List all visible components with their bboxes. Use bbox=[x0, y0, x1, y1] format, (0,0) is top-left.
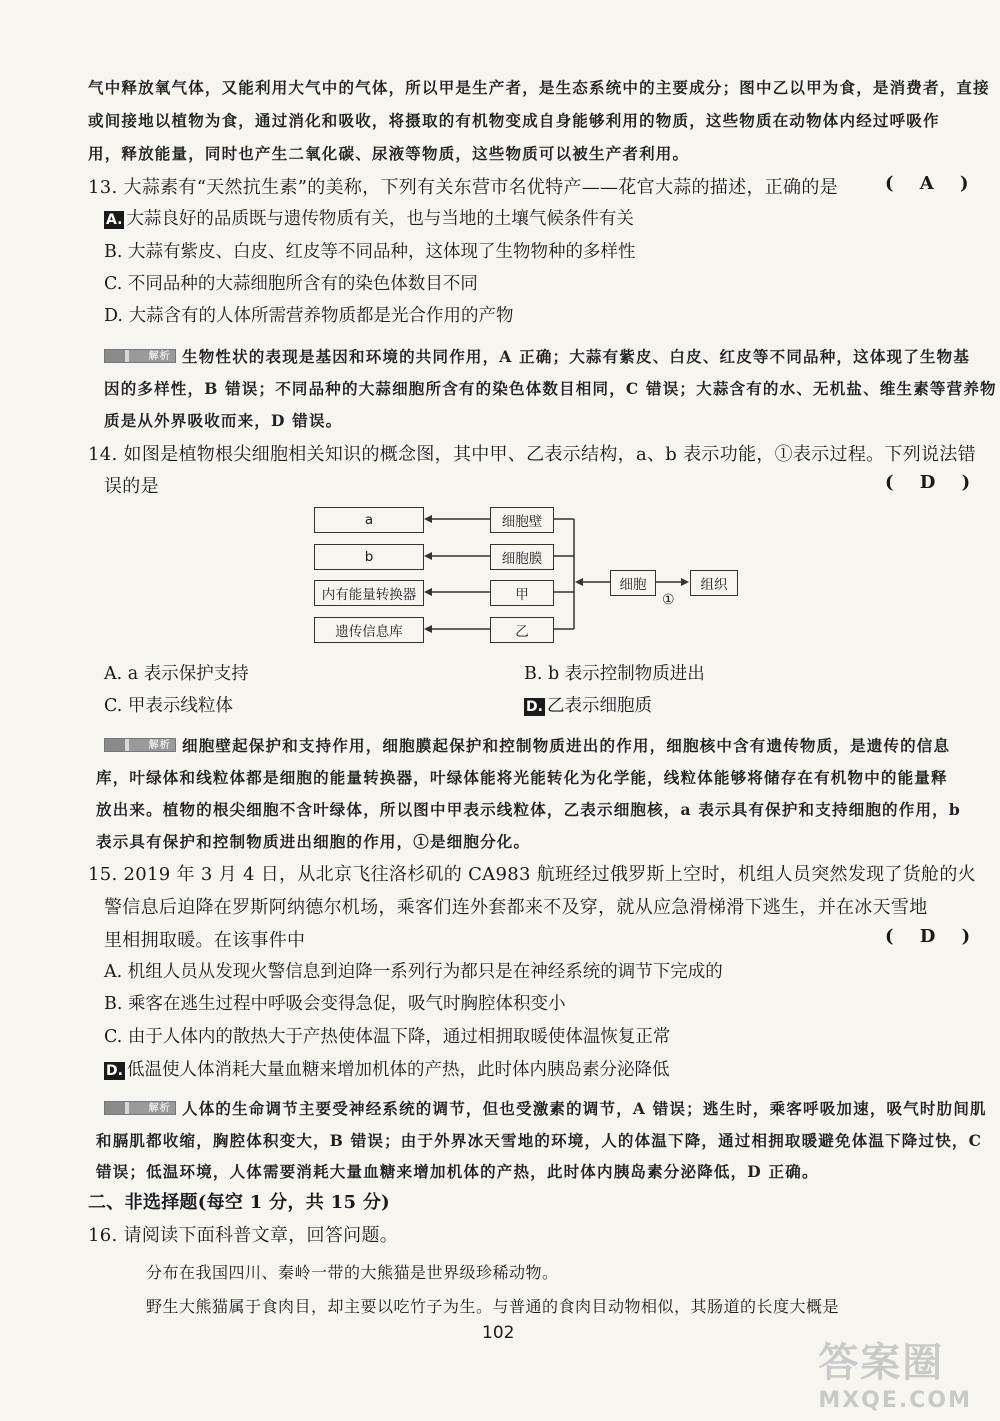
explanation-text: 人体的生命调节主要受神经系统的调节，但也受激素的调节，A 错误；逃生时，乘客呼吸加速，吸气时肋间肌 bbox=[182, 1099, 987, 1118]
article-paragraph: 分布在我国四川、秦岭一带的大熊猫是世界级珍稀动物。 bbox=[146, 1263, 559, 1282]
question-15-answer: ( D ) bbox=[885, 926, 981, 947]
option-text: 机组人员从发现火警信息到迫降一系列行为都只是在神经系统的调节下完成的 bbox=[127, 962, 723, 982]
question-14-option-d bbox=[524, 692, 652, 717]
option-letter: B. bbox=[524, 664, 543, 684]
explanation-line: 或间接地以植物为食，通过消化和吸收，将摄取的有机物变成自身能够利用的物质，这些物质在动物体内经过呼吸作 bbox=[88, 111, 940, 130]
explanation-text: 生物性状的表现是基因和环境的共同作用，A 正确；大蒜有紫皮、白皮、红皮等不同品种，这体现了生物基 bbox=[182, 347, 971, 366]
option-letter: A. bbox=[104, 664, 123, 684]
question-15-stem-2: 警信息后迫降在罗斯阿纳德尔机场，乘客们连外套都来不及穿，就从应急滑梯滑下逃生，并在冰天雪地 bbox=[104, 897, 928, 918]
diagram-box-cell: 细胞 bbox=[610, 570, 656, 596]
option-letter: B. bbox=[104, 994, 123, 1014]
diagram-box-jia: 甲 bbox=[490, 580, 554, 606]
explanation-line: 用，释放能量，同时也产生二氧化碳、尿液等物质，这些物质可以被生产者利用。 bbox=[88, 144, 690, 163]
explanation-line: 和膈肌都收缩，胸腔体积变大，B 错误；由于外界冰天雪地的环境，人的体温下降，通过相拥取暖避免体温下降过快，C bbox=[96, 1131, 983, 1150]
option-text: 乙表示细胞质 bbox=[546, 696, 652, 716]
explanation-line: 错误；低温环境，人体需要消耗大量血糖来增加机体的产热，此时体内胰岛素分泌降低，D 正确。 bbox=[96, 1162, 819, 1181]
question-15-option-a bbox=[104, 958, 723, 983]
section-heading: 二、非选择题(每空 1 分，共 15 分) bbox=[88, 1192, 390, 1213]
answer-mark: D. bbox=[106, 1063, 123, 1079]
question-15-stem: 15. 2019 年 3 月 4 日，从北京飞往洛杉矶的 CA983 航班经过俄罗斯上空时，机组人员突然发现了货舱的火 bbox=[88, 864, 976, 885]
analysis-tag-icon: 解析 bbox=[104, 738, 176, 752]
option-text: 乘客在逃生过程中呼吸会变得急促，吸气时胸腔体积变小 bbox=[128, 994, 566, 1014]
option-letter: C. bbox=[104, 696, 123, 716]
question-15-option-d bbox=[104, 1056, 669, 1081]
diagram-box-yi: 乙 bbox=[490, 617, 554, 643]
option-text: a 表示保护支持 bbox=[127, 664, 249, 684]
diagram-box-cell-membrane: 细胞膜 bbox=[490, 544, 554, 570]
question-14-answer: ( D ) bbox=[885, 472, 981, 493]
diagram-process-label: ① bbox=[662, 592, 675, 608]
answer-mark: D. bbox=[526, 699, 543, 715]
option-letter: C. bbox=[104, 274, 123, 294]
option-letter: C. bbox=[104, 1027, 123, 1047]
watermark-logo bbox=[818, 1331, 972, 1413]
option-text: 大蒜良好的品质既与遗传物质有关，也与当地的土壤气候条件有关 bbox=[126, 209, 634, 229]
option-letter: B. bbox=[104, 242, 123, 262]
question-14-stem-2: 误的是 bbox=[104, 476, 159, 497]
question-14-option-a bbox=[104, 660, 249, 685]
question-16-stem: 16. 请阅读下面科普文章，回答问题。 bbox=[88, 1225, 399, 1246]
explanation-line: 质是从外界吸收而来，D 错误。 bbox=[104, 411, 343, 430]
question-15-option-c bbox=[104, 1023, 670, 1048]
option-text: 大蒜含有的人体所需营养物质都是光合作用的产物 bbox=[128, 306, 514, 326]
diagram-box-tissue: 组织 bbox=[690, 570, 738, 596]
question-14-option-c bbox=[104, 692, 233, 717]
explanation-line: 因的多样性，B 错误；不同品种的大蒜细胞所含有的染色体数目相同，C 错误；大蒜含有的水、无机盐、维生素等营养物 bbox=[104, 379, 997, 398]
question-14-option-b bbox=[524, 660, 705, 685]
analysis-tag-icon: 解析 bbox=[104, 1101, 176, 1115]
diagram-box-energy-converter: 内有能量转换器 bbox=[314, 580, 424, 606]
question-13-stem: 13. 大蒜素有“天然抗生素”的美称，下列有关东营市名优特产——花官大蒜的描述，正确的是 bbox=[88, 177, 838, 198]
option-text: 大蒜有紫皮、白皮、红皮等不同品种，这体现了生物物种的多样性 bbox=[128, 242, 636, 262]
option-text: 甲表示线粒体 bbox=[127, 696, 233, 716]
explanation-text: 细胞壁起保护和支持作用，细胞膜起保护和控制物质进出的作用，细胞核中含有遗传物质，是遗传的信息 bbox=[182, 736, 951, 755]
option-letter: A. bbox=[104, 962, 123, 982]
watermark-logo-text: 答案圈 bbox=[818, 1340, 945, 1386]
answer-mark: A. bbox=[106, 212, 123, 228]
explanation-line: 表示具有保护和控制物质进出细胞的作用，①是细胞分化。 bbox=[96, 832, 531, 851]
explanation-line: 库，叶绿体和线粒体都是细胞的能量转换器，叶绿体能将光能转化为化学能，线粒体能够将储存在有机物中的能量释 bbox=[96, 768, 948, 787]
explanation-line: 放出来。植物的根尖细胞不含叶绿体，所以图中甲表示线粒体，乙表示细胞核，a 表示具有保护和支持细胞的作用，b bbox=[96, 800, 961, 819]
question-15-explanation bbox=[104, 1097, 987, 1119]
question-14-stem: 14. 如图是植物根尖细胞相关知识的概念图，其中甲、乙表示结构，a、b 表示功能，①表示过程。下列说法错 bbox=[88, 444, 976, 465]
question-15-option-b bbox=[104, 990, 566, 1015]
page-number: 102 bbox=[482, 1323, 515, 1343]
question-15-stem-3: 里相拥取暖。在该事件中 bbox=[104, 930, 306, 951]
option-text: 由于人体内的散热大于产热使体温下降，通过相拥取暖使体温恢复正常 bbox=[127, 1027, 671, 1047]
option-text: b 表示控制物质进出 bbox=[548, 664, 705, 684]
question-13-answer: ( A ) bbox=[885, 173, 979, 194]
question-14-explanation bbox=[104, 734, 950, 756]
analysis-tag-icon: 解析 bbox=[104, 349, 176, 363]
diagram-box-genetic-info: 遗传信息库 bbox=[314, 617, 424, 643]
option-text: 不同品种的大蒜细胞所含有的染色体数目不同 bbox=[127, 274, 478, 294]
diagram-box-a: a bbox=[314, 507, 424, 533]
diagram-box-b: b bbox=[314, 544, 424, 570]
option-text: 低温使人体消耗大量血糖来增加机体的产热，此时体内胰岛素分泌降低 bbox=[126, 1060, 670, 1080]
watermark-site-text: MXQE.COM bbox=[818, 1388, 972, 1413]
diagram-box-cell-wall: 细胞壁 bbox=[490, 507, 554, 533]
explanation-line: 气中释放氧气体，又能利用大气中的气体，所以甲是生产者，是生态系统中的主要成分；图中乙以甲为食，是消费者，直接 bbox=[88, 78, 990, 97]
option-letter: D. bbox=[104, 306, 123, 326]
article-paragraph: 野生大熊猫属于食肉目，却主要以吃竹子为生。与普通的食肉目动物相似，其肠道的长度大概是 bbox=[146, 1297, 840, 1316]
